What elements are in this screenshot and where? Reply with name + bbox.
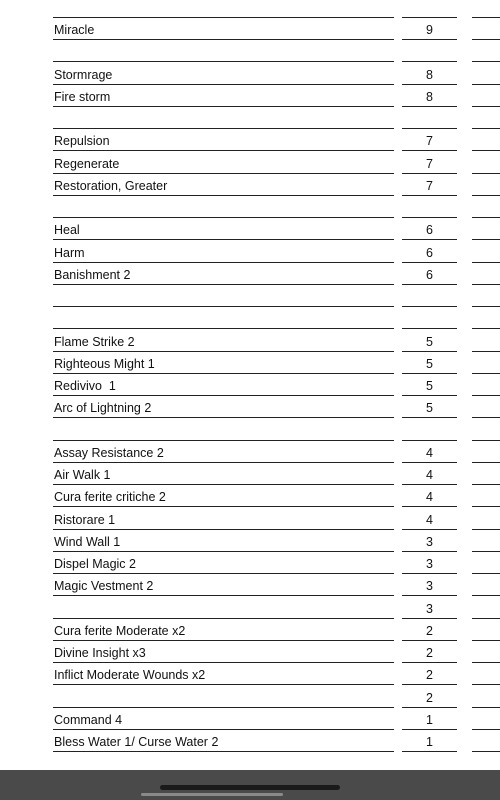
spell-row — [0, 441, 500, 463]
spell-level: 6 — [426, 267, 433, 282]
spell-row — [0, 485, 500, 507]
spell-level: 7 — [426, 178, 433, 193]
spell-level: 4 — [426, 445, 433, 460]
spell-level: 8 — [426, 89, 433, 104]
spell-row — [0, 241, 500, 263]
spell-row — [0, 330, 500, 352]
spell-row — [0, 196, 500, 218]
spell-row — [0, 152, 500, 174]
spell-level: 2 — [426, 646, 433, 660]
spell-name: Divine Insight x3 — [54, 646, 146, 660]
spell-level: 6 — [426, 245, 433, 260]
spell-row — [0, 552, 500, 574]
spell-name: Righteous Might 1 — [54, 356, 155, 371]
spell-level: 1 — [426, 735, 433, 749]
spell-name: Dispel Magic 2 — [54, 557, 136, 571]
spell-row — [0, 129, 500, 151]
spell-row — [0, 597, 500, 619]
spell-level: 5 — [426, 334, 433, 349]
spell-name: Miracle — [54, 23, 95, 37]
spell-level: 1 — [426, 712, 433, 727]
spell-level: 4 — [426, 490, 433, 505]
spell-level: 4 — [426, 512, 433, 527]
spell-row — [0, 663, 500, 685]
spell-row — [0, 307, 500, 329]
spell-name: Bless Water 1/ Curse Water 2 — [54, 735, 219, 749]
spell-name: Restoration, Greater — [54, 178, 168, 193]
spell-name: Cura ferite critiche 2 — [54, 490, 166, 505]
spell-name: Flame Strike 2 — [54, 334, 135, 349]
home-bar — [0, 770, 500, 800]
spell-name: Magic Vestment 2 — [54, 579, 154, 594]
spell-name: Banishment 2 — [54, 267, 131, 282]
spell-name: Assay Resistance 2 — [54, 445, 164, 460]
spell-level: 5 — [426, 356, 433, 371]
spell-name: Regenerate — [54, 156, 120, 171]
spell-level: 3 — [426, 534, 433, 549]
spell-row — [0, 285, 500, 307]
spell-level: 7 — [426, 134, 433, 149]
spell-level: 2 — [426, 690, 433, 705]
sheet-top-rules — [0, 0, 500, 18]
spell-level: 2 — [426, 623, 433, 638]
row-rule — [472, 751, 500, 752]
spell-row — [0, 85, 500, 107]
spell-level: 3 — [426, 557, 433, 571]
spell-row — [0, 174, 500, 196]
row-rule — [402, 751, 457, 752]
spell-row — [0, 574, 500, 596]
spell-row — [0, 107, 500, 129]
spell-level: 6 — [426, 223, 433, 238]
spell-row — [0, 619, 500, 641]
spell-row — [0, 508, 500, 530]
spell-name: Harm — [54, 245, 85, 260]
spell-row — [0, 419, 500, 441]
spell-name: Redivivo 1 — [54, 379, 116, 393]
spell-name: Fire storm — [54, 89, 111, 104]
spell-row — [0, 708, 500, 730]
spell-level: 4 — [426, 468, 433, 482]
scroll-indicator — [141, 793, 283, 796]
spell-row — [0, 40, 500, 62]
spell-name: Repulsion — [54, 134, 110, 149]
spell-name: Inflict Moderate Wounds x2 — [54, 668, 206, 683]
spell-row — [0, 18, 500, 40]
spell-row — [0, 730, 500, 752]
home-indicator[interactable] — [160, 785, 340, 790]
spell-row — [0, 396, 500, 418]
spell-row — [0, 530, 500, 552]
spell-level: 2 — [426, 668, 433, 683]
spell-row — [0, 686, 500, 708]
spell-row — [0, 463, 500, 485]
spell-level: 5 — [426, 379, 433, 393]
spell-name: Command 4 — [54, 712, 123, 727]
spell-row — [0, 352, 500, 374]
spell-row — [0, 63, 500, 85]
spell-level: 3 — [426, 601, 433, 616]
spell-row — [0, 263, 500, 285]
spell-row — [0, 374, 500, 396]
spell-name: Ristorare 1 — [54, 512, 116, 527]
spell-name: Heal — [54, 223, 80, 238]
spell-name: Cura ferite Moderate x2 — [54, 623, 186, 638]
spell-row — [0, 218, 500, 240]
spell-name: Arc of Lightning 2 — [54, 401, 152, 416]
spell-level: 7 — [426, 156, 433, 171]
spell-level: 3 — [426, 579, 433, 594]
spell-level: 9 — [426, 23, 433, 37]
spell-name: Air Walk 1 — [54, 468, 111, 482]
spell-level: 8 — [426, 67, 433, 82]
row-rule — [53, 751, 394, 752]
spell-name: Wind Wall 1 — [54, 534, 121, 549]
spell-row — [0, 641, 500, 663]
spell-level: 5 — [426, 401, 433, 416]
spell-name: Stormrage — [54, 67, 113, 82]
